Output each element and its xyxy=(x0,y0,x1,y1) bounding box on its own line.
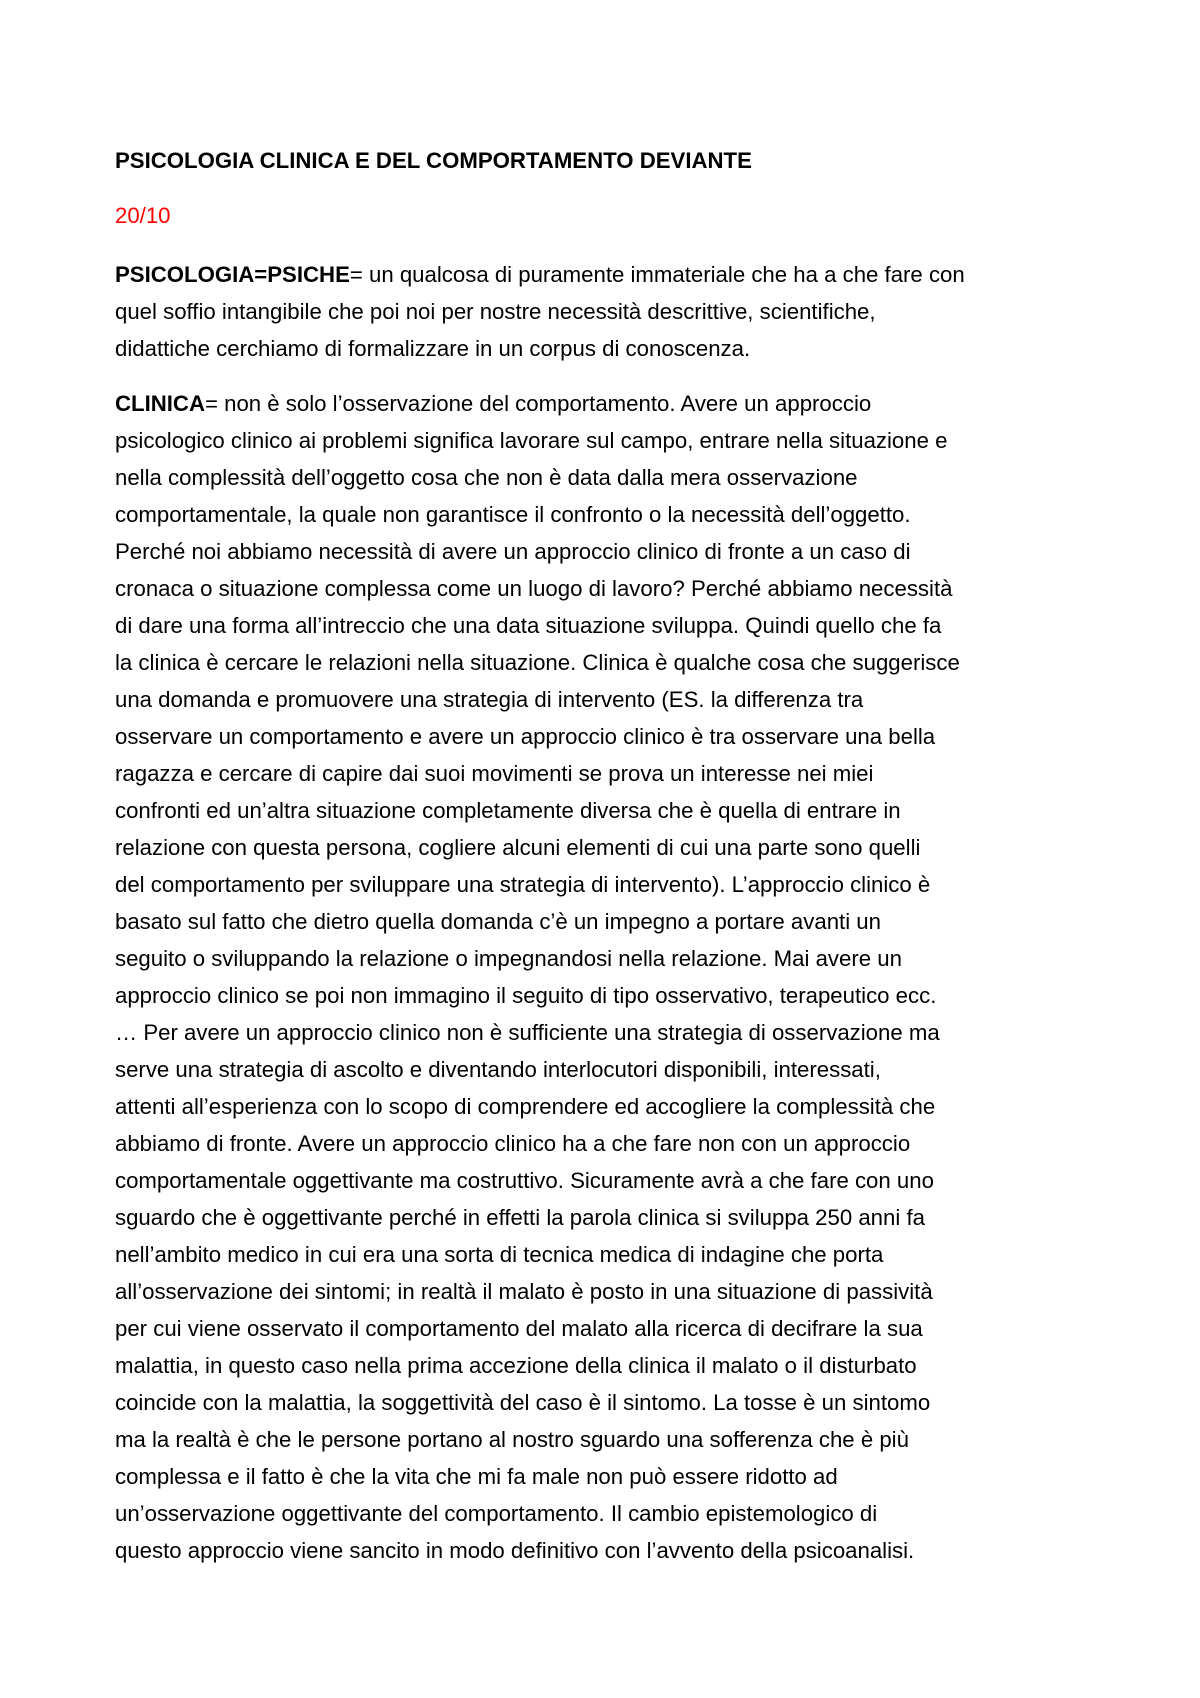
paragraph-line: quel soffio intangibile che poi noi per nostre necessità descrittive, scientifiche, xyxy=(115,299,876,324)
paragraph-line: … Per avere un approccio clinico non è sufficiente una strategia di osservazione ma xyxy=(115,1020,940,1045)
paragraph-line: coincide con la malattia, la soggettività del caso è il sintomo. La tosse è un sintomo xyxy=(115,1390,931,1415)
paragraph-line: un’osservazione oggettivante del comportamento. Il cambio epistemologico di xyxy=(115,1501,878,1526)
paragraph-line: attenti all’esperienza con lo scopo di comprendere ed accogliere la complessità che xyxy=(115,1094,936,1119)
paragraph-line: comportamentale, la quale non garantisce il confronto o la necessità dell’oggetto. xyxy=(115,502,911,527)
paragraph-line xyxy=(115,385,960,422)
paragraph-line: cronaca o situazione complessa come un luogo di lavoro? Perché abbiamo necessità xyxy=(115,576,953,601)
paragraph-line: abbiamo di fronte. Avere un approccio clinico ha a che fare non con un approccio xyxy=(115,1131,911,1156)
paragraph-line: all’osservazione dei sintomi; in realtà il malato è posto in una situazione di passività xyxy=(115,1279,933,1304)
paragraph-line: una domanda e promuovere una strategia di intervento (ES. la differenza tra xyxy=(115,687,864,712)
term-psicologia: PSICOLOGIA=PSICHE xyxy=(115,262,350,287)
paragraph-line: sguardo che è oggettivante perché in effetti la parola clinica si sviluppa 250 anni fa xyxy=(115,1205,925,1230)
paragraph-text: = un qualcosa di puramente immateriale che ha a che fare con xyxy=(349,262,965,287)
paragraph-line: serve una strategia di ascolto e diventando interlocutori disponibili, interessati, xyxy=(115,1057,881,1082)
paragraph-lines xyxy=(115,422,960,1569)
paragraph-line: ragazza e cercare di capire dai suoi movimenti se prova un interesse nei miei xyxy=(115,761,874,786)
paragraph-line: la clinica è cercare le relazioni nella situazione. Clinica è qualche cosa che suggerisce xyxy=(115,650,960,675)
paragraph-line: osservare un comportamento e avere un approccio clinico è tra osservare una bella xyxy=(115,724,936,749)
paragraph-line: del comportamento per sviluppare una strategia di intervento). L’approccio clinico è xyxy=(115,872,931,897)
paragraph-line: questo approccio viene sancito in modo definitivo con l’avvento della psicoanalisi. xyxy=(115,1538,915,1563)
lecture-date: 20/10 xyxy=(115,203,171,228)
paragraph-clinica xyxy=(115,385,960,1569)
paragraph-lines xyxy=(115,293,965,367)
term-clinica: CLINICA xyxy=(115,391,205,416)
paragraph-text: = non è solo l’osservazione del comportamento. Avere un approccio xyxy=(204,391,872,416)
paragraph-line: di dare una forma all’intreccio che una data situazione sviluppa. Quindi quello che fa xyxy=(115,613,942,638)
paragraph-line: ma la realtà è che le persone portano al nostro sguardo una sofferenza che è più xyxy=(115,1427,909,1452)
paragraph-line: malattia, in questo caso nella prima accezione della clinica il malato o il disturbato xyxy=(115,1353,917,1378)
paragraph-line: approccio clinico se poi non immagino il seguito di tipo osservativo, terapeutico ecc. xyxy=(115,983,937,1008)
paragraph-line: didattiche cerchiamo di formalizzare in un corpus di conoscenza. xyxy=(115,336,751,361)
paragraph-line: seguito o sviluppando la relazione o impegnandosi nella relazione. Mai avere un xyxy=(115,946,902,971)
paragraph-line: complessa e il fatto è che la vita che mi fa male non può essere ridotto ad xyxy=(115,1464,838,1489)
paragraph-line: relazione con questa persona, cogliere alcuni elementi di cui una parte sono quelli xyxy=(115,835,921,860)
paragraph-line: nella complessità dell’oggetto cosa che non è data dalla mera osservazione xyxy=(115,465,858,490)
paragraph-line: basato sul fatto che dietro quella domanda c’è un impegno a portare avanti un xyxy=(115,909,881,934)
paragraph-psicologia xyxy=(115,256,965,367)
paragraph-line: Perché noi abbiamo necessità di avere un approccio clinico di fronte a un caso di xyxy=(115,539,911,564)
paragraph-line: confronti ed un’altra situazione completamente diversa che è quella di entrare in xyxy=(115,798,901,823)
paragraph-line: psicologico clinico ai problemi significa lavorare sul campo, entrare nella situazione e xyxy=(115,428,948,453)
paragraph-line xyxy=(115,256,965,293)
document-title: PSICOLOGIA CLINICA E DEL COMPORTAMENTO DEVIANTE xyxy=(115,148,752,173)
paragraph-line: comportamentale oggettivante ma costruttivo. Sicuramente avrà a che fare con uno xyxy=(115,1168,934,1193)
paragraph-line: per cui viene osservato il comportamento del malato alla ricerca di decifrare la sua xyxy=(115,1316,923,1341)
paragraph-line: nell’ambito medico in cui era una sorta di tecnica medica di indagine che porta xyxy=(115,1242,884,1267)
